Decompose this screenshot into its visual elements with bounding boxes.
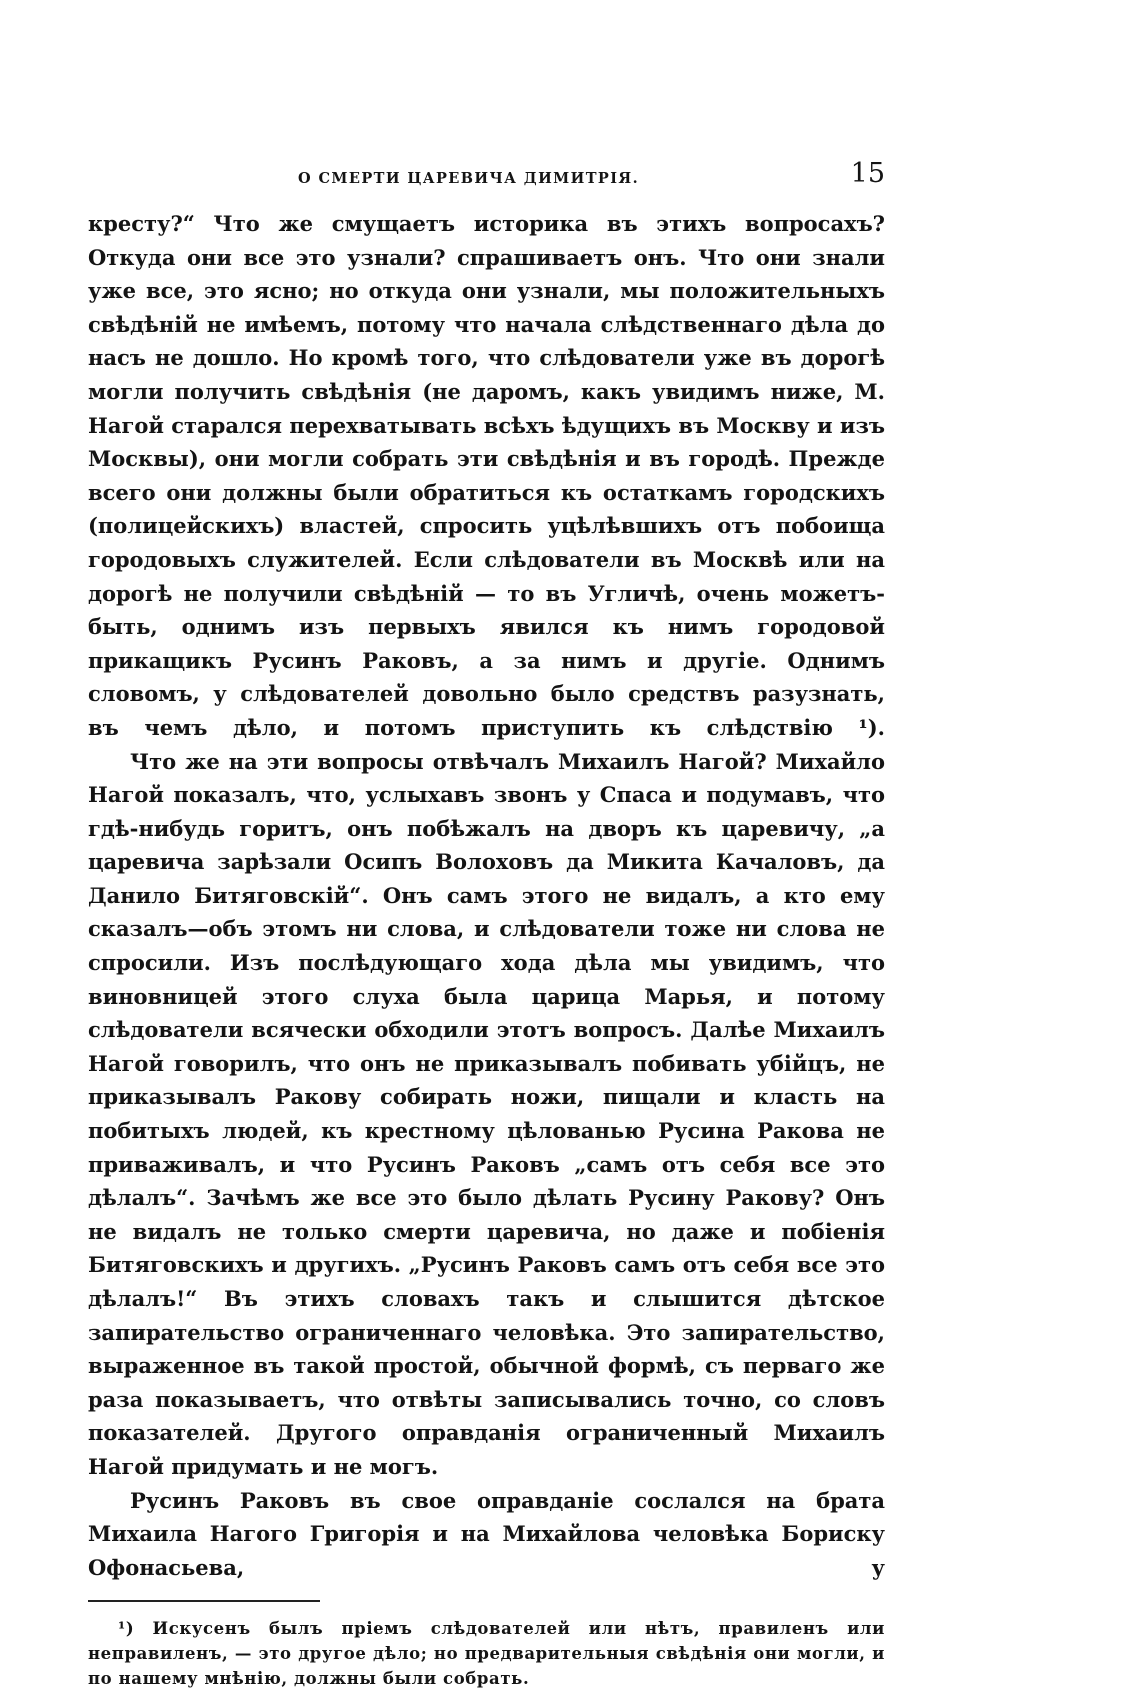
running-title: О СМЕРТИ ЦАРЕВИЧА ДИМИТРІЯ. xyxy=(298,170,640,187)
page-header xyxy=(88,150,885,200)
paragraph-2: Что же на эти вопросы отвѣчалъ Михаилъ Нагой? Михайло Нагой показалъ, что, услыхавъ звонъ у Спаса и подумавъ, что гдѣ-нибудь горитъ, онъ побѣжалъ на дворъ къ царевичу, „а царевича зарѣзали Осипъ Волоховъ да Микита Качаловъ, да Данило Битяговскій“. Онъ самъ этого не видалъ, а кто ему сказалъ—объ этомъ ни слова, и слѣдователи тоже ни слова не спросили. Изъ послѣдующаго хода дѣла мы увидимъ, что виновницей этого слуха была царица Марья, и потому слѣдователи всячески обходили этотъ вопросъ. Далѣе Михаилъ Нагой говорилъ, что онъ не приказывалъ побивать убійцъ, не приказывалъ Ракову собирать ножи, пищали и класть на побитыхъ людей, къ крестному цѣлованью Русина Ракова не приваживалъ, и что Русинъ Раковъ „самъ отъ себя все это дѣлалъ“. Зачѣмъ же все это было дѣлать Русину Ракову? Онъ не видалъ не только смерти царевича, но даже и побіенія Битяговскихъ и другихъ. „Русинъ Раковъ самъ отъ себя все это дѣлалъ!“ Въ этихъ словахъ такъ и слышится дѣтское запирательство ограниченнаго человѣка. Это запирательство, выраженное въ такой простой, обычной формѣ, съ перваго же раза показываетъ, что отвѣты записывались точно, со словъ показателей. Другого оправданія ограниченный Михаилъ Нагой придумать и не могъ. xyxy=(88,748,885,1479)
body-text xyxy=(88,207,885,1584)
footnote-divider xyxy=(88,1600,320,1602)
book-page xyxy=(88,150,885,1691)
footnote: ¹) Искусенъ былъ пріемъ слѣдователей или нѣтъ, правиленъ или неправиленъ, — это другое дѣло; но предварительныя свѣдѣнія они могли, и по нашему мнѣнію, должны были собрать. xyxy=(88,1619,885,1689)
paragraph-3: Русинъ Раковъ въ свое оправданіе сослался на брата Михаила Нагого Григорія и на Михайлова человѣка Бориску Офонасьева, у xyxy=(88,1487,885,1580)
page-number: 15 xyxy=(850,158,885,189)
paragraph-1: кресту?“ Что же смущаетъ историка въ этихъ вопросахъ? Откуда они все это узнали? спрашиваетъ онъ. Что они знали уже все, это ясно; но откуда они узнали, мы положительныхъ свѣдѣній не имѣемъ, потому что начала слѣдственнаго дѣла до насъ не дошло. Но кромѣ того, что слѣдователи уже въ дорогѣ могли получить свѣдѣнія (не даромъ, какъ увидимъ ниже, М. Нагой старался перехватывать всѣхъ ѣдущихъ въ Москву и изъ Москвы), они могли собрать эти свѣдѣнія и въ городѣ. Прежде всего они должны были обратиться къ остаткамъ городскихъ (полицейскихъ) властей, спросить уцѣлѣвшихъ отъ побоища городовыхъ служителей. Если слѣдователи въ Москвѣ или на дорогѣ не получили свѣдѣній — то въ Угличѣ, очень можетъ-быть, однимъ изъ первыхъ явился къ нимъ городовой прикащикъ Русинъ Раковъ, а за нимъ и другіе. Однимъ словомъ, у слѣдователей довольно было средствъ разузнать, въ чемъ дѣло, и потомъ приступить къ слѣдствію ¹). xyxy=(88,211,885,740)
